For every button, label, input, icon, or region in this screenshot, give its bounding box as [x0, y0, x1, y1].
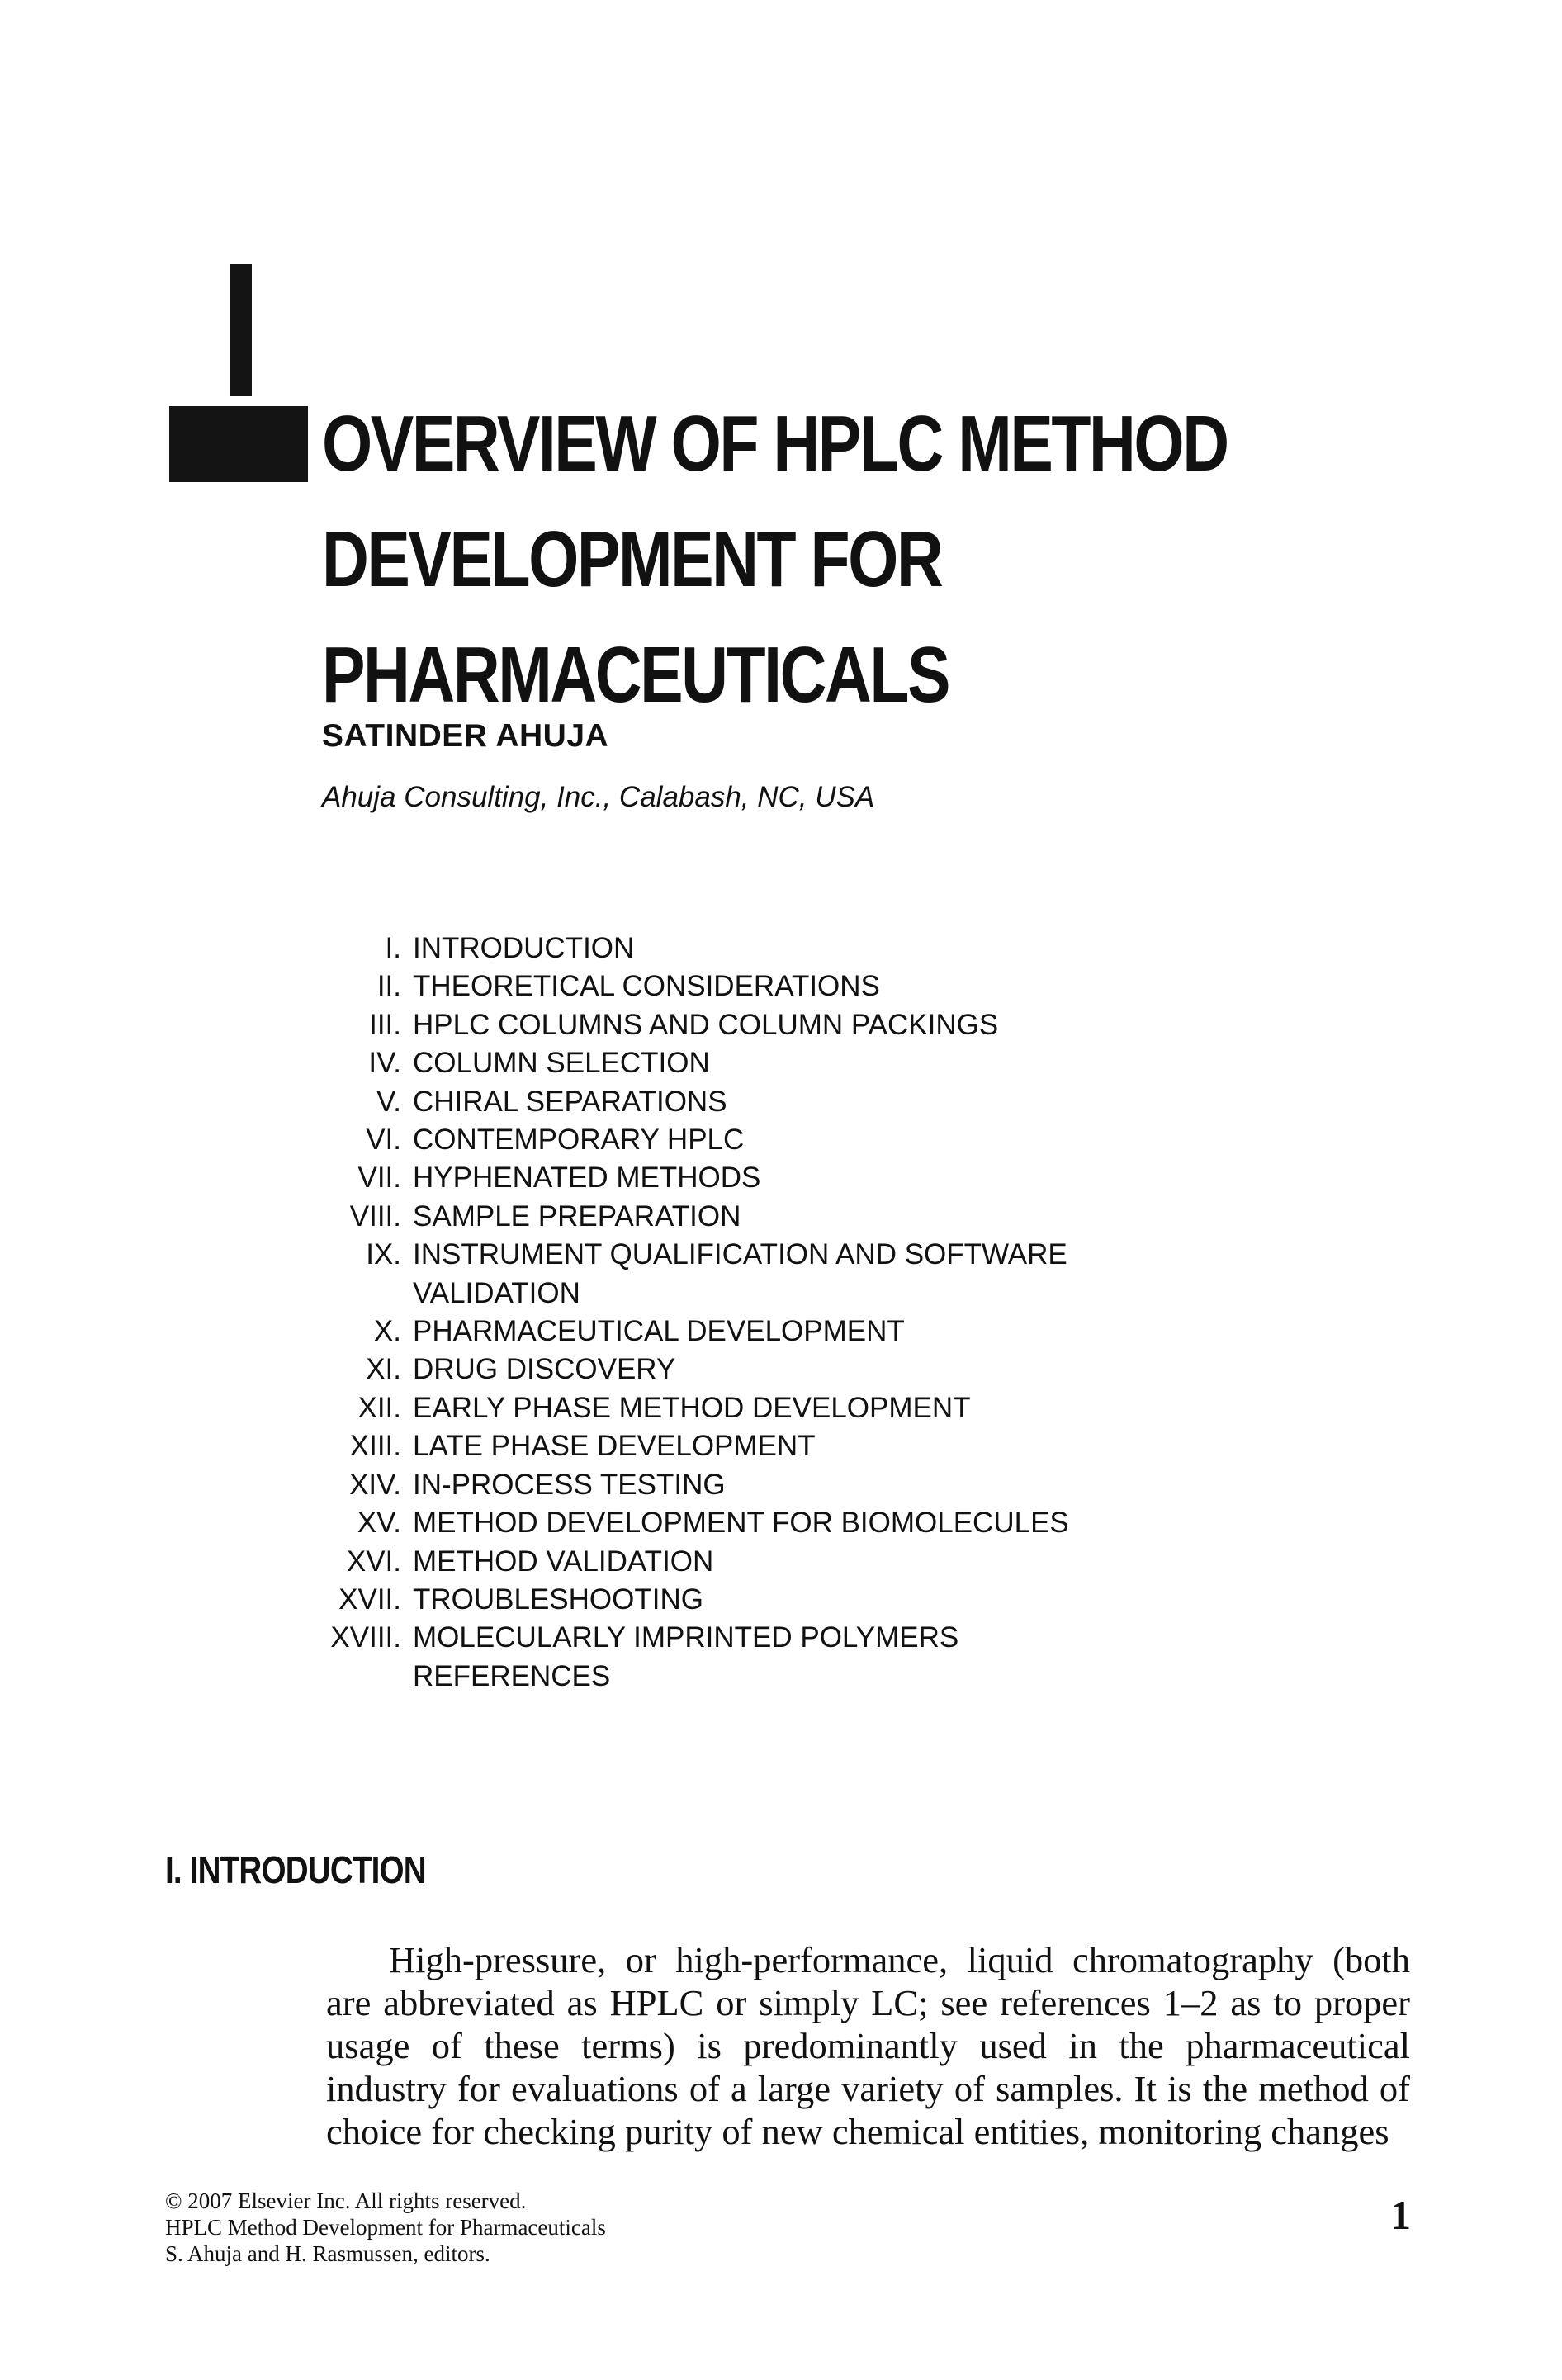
toc-item-number: VII. — [357, 1162, 401, 1195]
toc-item — [314, 1006, 1069, 1044]
table-of-contents — [314, 930, 1069, 1696]
toc-item-label: DRUG DISCOVERY — [413, 1353, 676, 1386]
body-paragraph: High-pressure, or high-performance, liquid chromatography (both are abbreviated as HPLC or simply LC; see references 1–2 as to proper usage of these terms) is predominantly used in the pharmaceutical industry for evaluations of a large variety of samples. It is the method of choice for checking purity of new chemical entities, monitoring changes — [326, 1939, 1410, 2152]
chapter-number-mark — [230, 264, 252, 396]
section-heading: I. INTRODUCTION — [165, 1848, 426, 1891]
chapter-title — [322, 386, 1228, 733]
toc-item-label: LATE PHASE DEVELOPMENT — [413, 1430, 816, 1463]
toc-item — [314, 1427, 1069, 1465]
toc-item-label: REFERENCES — [413, 1659, 611, 1692]
toc-item-number: XVII. — [338, 1583, 401, 1616]
toc-item — [314, 1658, 1069, 1696]
chapter-bar-decoration — [169, 406, 308, 482]
chapter-title-line-1: OVERVIEW OF HPLC METHOD — [322, 400, 1228, 488]
toc-item — [314, 1236, 1069, 1274]
toc-item — [314, 1083, 1069, 1121]
toc-item-label: INSTRUMENT QUALIFICATION AND SOFTWARE — [413, 1238, 1067, 1271]
toc-item-label: EARLY PHASE METHOD DEVELOPMENT — [413, 1391, 971, 1424]
toc-item-number: II. — [376, 970, 401, 1003]
toc-item-number: XVIII. — [330, 1621, 401, 1654]
toc-item-label: IN-PROCESS TESTING — [413, 1468, 726, 1501]
toc-item-number — [314, 1275, 413, 1313]
toc-item-label: CONTEMPORARY HPLC — [413, 1124, 745, 1157]
toc-item — [314, 1389, 1069, 1427]
toc-item-label: INTRODUCTION — [413, 932, 635, 964]
toc-item-number: XVI. — [346, 1545, 401, 1578]
toc-item-number: XIV. — [349, 1468, 401, 1501]
toc-item-label: COLUMN SELECTION — [413, 1047, 710, 1080]
toc-item-number: IX. — [366, 1238, 401, 1271]
toc-item — [314, 1351, 1069, 1389]
editors-line: S. Ahuja and H. Rasmussen, editors. — [165, 2241, 490, 2266]
toc-item-label: SAMPLE PREPARATION — [413, 1199, 741, 1233]
toc-item — [314, 1543, 1069, 1581]
toc-item — [314, 1275, 1069, 1313]
toc-item — [314, 968, 1069, 1005]
toc-item-number: I. — [385, 932, 401, 964]
page-number: 1 — [1390, 2192, 1411, 2238]
toc-item-number: V. — [376, 1085, 401, 1118]
toc-item — [314, 1044, 1069, 1082]
toc-item — [314, 1619, 1069, 1657]
toc-item-number: IV. — [368, 1047, 401, 1080]
toc-item-number: III. — [369, 1008, 401, 1041]
toc-item-label: THEORETICAL CONSIDERATIONS — [413, 970, 880, 1003]
toc-item — [314, 1121, 1069, 1159]
toc-item-number: XII. — [357, 1391, 401, 1424]
toc-item-number: VIII. — [349, 1199, 401, 1233]
toc-item — [314, 1466, 1069, 1504]
chapter-title-line-3: PHARMACEUTICALS — [322, 631, 949, 719]
toc-item-number: XI. — [366, 1353, 401, 1386]
toc-item — [314, 1581, 1069, 1619]
chapter-title-line-2: DEVELOPMENT FOR — [322, 515, 942, 603]
toc-item — [314, 1504, 1069, 1542]
toc-item — [314, 1313, 1069, 1351]
toc-item-label: PHARMACEUTICAL DEVELOPMENT — [413, 1315, 905, 1348]
toc-item-number: XIII. — [349, 1430, 401, 1463]
toc-item-number: XV. — [357, 1507, 401, 1540]
toc-item-label: HPLC COLUMNS AND COLUMN PACKINGS — [413, 1008, 999, 1041]
toc-item-label: HYPHENATED METHODS — [413, 1162, 761, 1195]
toc-item — [314, 1159, 1069, 1197]
toc-item-label: MOLECULARLY IMPRINTED POLYMERS — [413, 1621, 959, 1654]
toc-item — [314, 1198, 1069, 1236]
page-footer — [165, 2188, 606, 2267]
book-title-line: HPLC Method Development for Pharmaceuticals — [165, 2215, 606, 2240]
toc-item-label: TROUBLESHOOTING — [413, 1583, 703, 1616]
toc-item-number: X. — [373, 1315, 401, 1348]
toc-item — [314, 930, 1069, 968]
author-affiliation: Ahuja Consulting, Inc., Calabash, NC, USA — [322, 781, 875, 813]
toc-item-label: VALIDATION — [413, 1276, 580, 1309]
toc-item-number — [314, 1658, 413, 1696]
toc-item-label: METHOD VALIDATION — [413, 1545, 714, 1578]
toc-item-label: METHOD DEVELOPMENT FOR BIOMOLECULES — [413, 1507, 1069, 1540]
toc-item-number: VI. — [366, 1124, 401, 1157]
toc-item-label: CHIRAL SEPARATIONS — [413, 1085, 727, 1118]
copyright-line: © 2007 Elsevier Inc. All rights reserved. — [165, 2188, 527, 2213]
author-name: SATINDER AHUJA — [322, 718, 609, 754]
